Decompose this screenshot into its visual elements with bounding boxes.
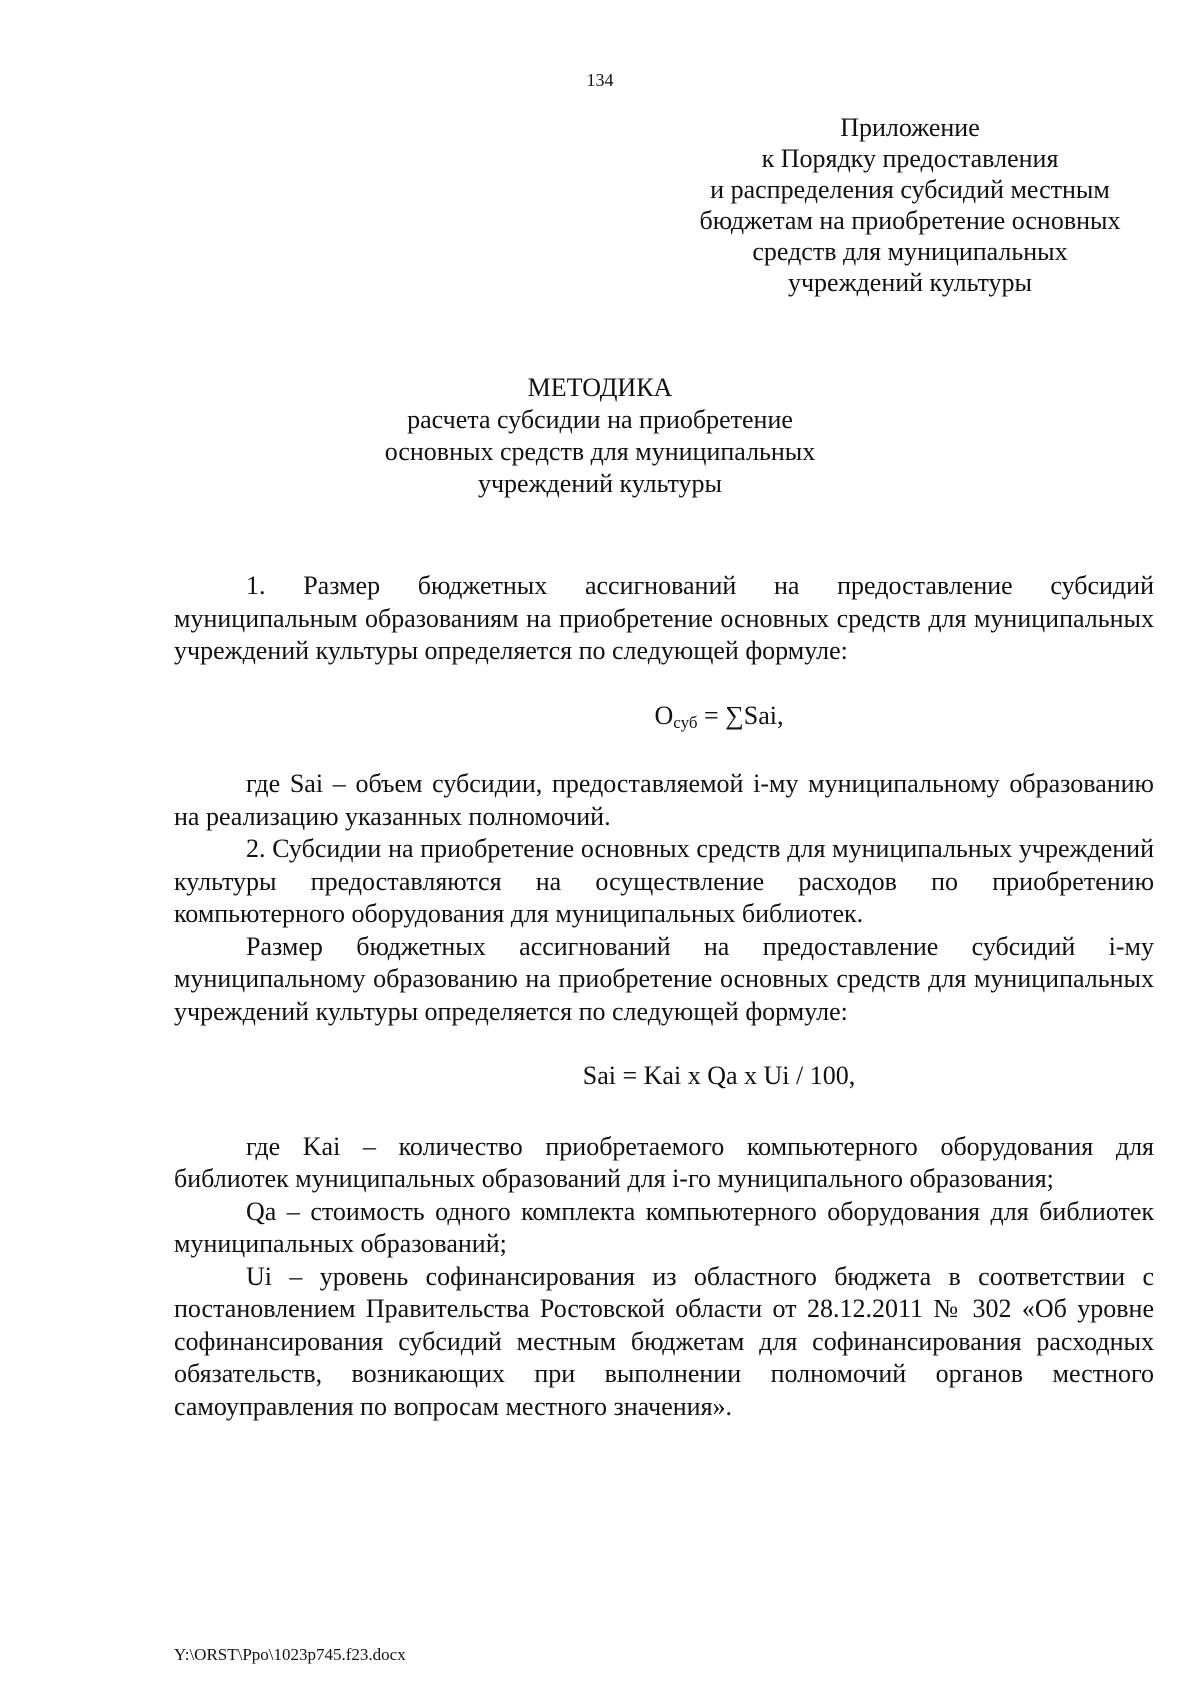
appendix-block [660,112,1160,298]
page-number: 134 [586,70,614,90]
formula-subscript: суб [673,712,698,732]
file-path-footer: Y:\ORST\Ppo\1023p745.f23.docx [174,1645,406,1664]
document-body [174,570,1154,1423]
appendix-line: к Порядку предоставления [761,144,1059,173]
paragraph-2: где Sai – объем субсидии, предоставляемой i-му муниципальному образованию на реализацию указанных полномочий. [174,769,1154,831]
document-title [0,372,1200,500]
appendix-line: средств для муниципальных [752,237,1068,266]
title-line: основных средств для муниципальных [384,437,816,466]
appendix-line: и распределения субсидий местным [710,175,1110,204]
appendix-line: учреждений культуры [787,268,1033,297]
formula-sai: Sai = Kai x Qa x Ui / 100, [582,1061,856,1090]
paragraph-6: Qa – стоимость одного комплекта компьютерного оборудования для библиотек муниципальных образований; [174,1196,1154,1258]
paragraph-4: Размер бюджетных ассигнований на предоставление субсидий i-му муниципальному образованию на приобретение основных средств для муниципальных учреждений культуры определяется по следующей формуле: [174,931,1154,1026]
formula-total-subsidy [174,700,1154,733]
appendix-line: Приложение [840,113,980,142]
appendix-line: бюджетам на приобретение основных [699,206,1121,235]
formula-rhs: = ∑Sai, [697,700,784,730]
paragraph-5: где Kai – количество приобретаемого компьютерного оборудования для библиотек муниципальных образований для i-го муниципального образования; [174,1131,1154,1193]
formula-lhs: О [654,700,674,730]
title-line: учреждений культуры [477,469,723,498]
title-heading: МЕТОДИКА [527,373,673,402]
paragraph-1: 1. Размер бюджетных ассигнований на предоставление субсидий муниципальным образованиям на приобретение основных средств для муниципальных учреждений культуры определяется по следующей формуле: [174,571,1154,665]
paragraph-7: Ui – уровень софинансирования из областного бюджета в соответствии с постановлением Правительства Ростовской области от 28.12.2011 № 302 «Об уровне софинансирования субсидий местным бюджетам для софинансирования расходных обязательств, возникающих при выполнении полномочий органов местного самоуправления по вопросам местного значения». [174,1261,1154,1421]
title-line: расчета субсидии на приобретение [407,405,793,434]
paragraph-3: 2. Субсидии на приобретение основных средств для муниципальных учреждений культуры предоставляются на осуществление расходов по приобретению компьютерного оборудования для муниципальных библиотек. [174,834,1154,928]
